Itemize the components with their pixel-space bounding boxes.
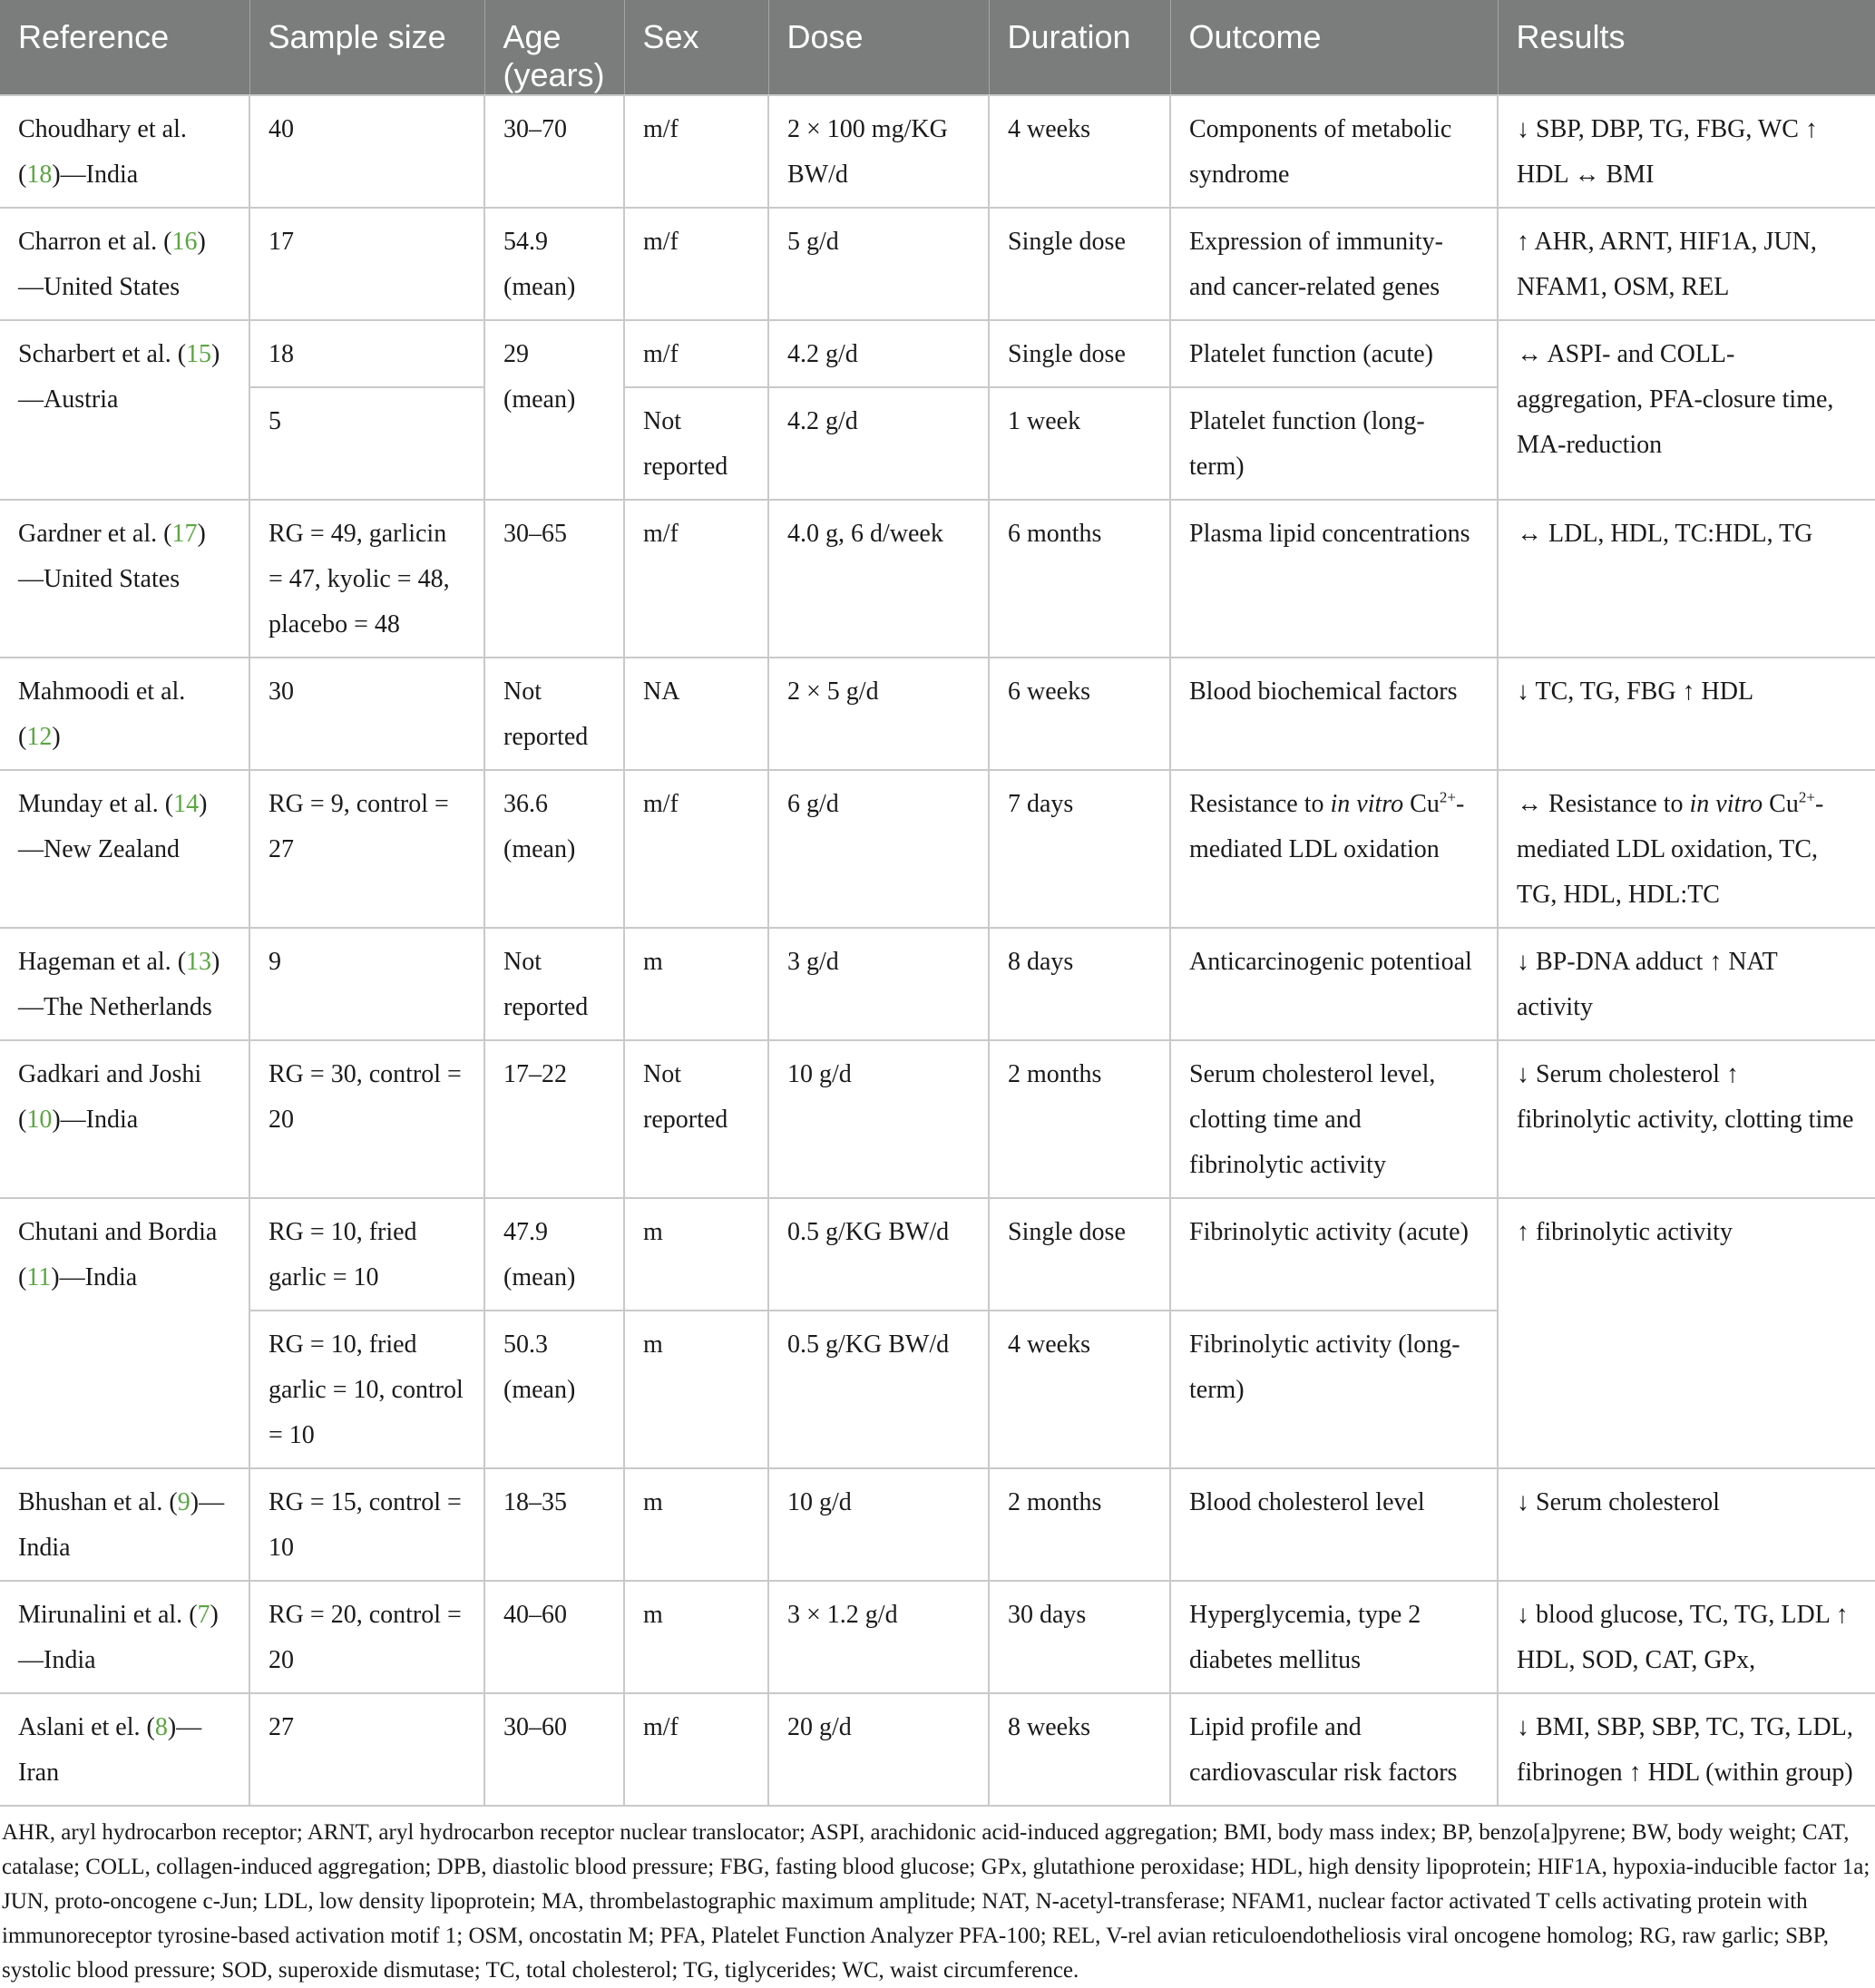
table-row (0, 1581, 1875, 1693)
header-dose: Dose (768, 0, 989, 95)
sex-cell: m/f (624, 770, 768, 928)
results-cell: ↓ BMI, SBP, SBP, TC, TG, LDL, fibrinogen ↑ HDL (within group) (1498, 1693, 1875, 1806)
age-cell: 47.9 (mean) (484, 1198, 624, 1311)
results-cell: ↓ TC, TG, FBG ↑ HDL (1498, 658, 1875, 770)
sample-size-cell: RG = 15, control = 10 (249, 1468, 484, 1581)
duration-cell: Single dose (989, 320, 1170, 387)
results-italic: in vitro (1689, 790, 1763, 818)
table-row (0, 1040, 1875, 1198)
table-row (0, 770, 1875, 928)
reference-authors: Munday et al. (18, 790, 159, 818)
age-cell: 30–65 (484, 500, 624, 658)
citation-link[interactable]: 8 (154, 1713, 168, 1741)
citation-link[interactable]: 17 (171, 520, 198, 548)
reference-country: —Austria (18, 385, 119, 414)
outcome-cell: Fibrinolytic activity (long-term) (1170, 1311, 1498, 1468)
sex-cell: Not reported (624, 387, 768, 500)
sample-size-cell: 17 (249, 208, 484, 320)
sample-size-cell: 9 (249, 928, 484, 1040)
dose-cell: 6 g/d (768, 770, 989, 928)
outcome-cell: Expression of immunity- and cancer-related genes (1170, 208, 1498, 320)
outcome-cell: Plasma lipid concentrations (1170, 500, 1498, 658)
outcome-text: Resistance to (1189, 790, 1324, 818)
header-age: Age (years) (484, 0, 624, 95)
results-cell (1498, 770, 1875, 928)
sex-cell: m (624, 1198, 768, 1311)
sex-cell: m/f (624, 208, 768, 320)
table-row (0, 95, 1875, 208)
reference-country: —Iran (18, 1713, 202, 1787)
results-cell: ↔ LDL, HDL, TC:HDL, TG (1498, 500, 1875, 658)
reference-country: —India (60, 161, 139, 189)
age-cell: 54.9 (mean) (484, 208, 624, 320)
citation-link[interactable]: 13 (186, 948, 212, 976)
sex-cell: m/f (624, 500, 768, 658)
outcome-cell: Serum cholesterol level, clotting time and fibrinolytic activity (1170, 1040, 1498, 1198)
citation-link[interactable]: 14 (173, 790, 200, 818)
table-row (0, 928, 1875, 1040)
reference-country: —The Netherlands (18, 993, 212, 1021)
results-cell: ↓ Serum cholesterol ↑ fibrinolytic activity, clotting time (1498, 1040, 1875, 1198)
reference-country: —India (18, 1646, 96, 1674)
table-row (0, 1468, 1875, 1581)
dose-cell: 2 × 5 g/d (768, 658, 989, 770)
results-cell: ↓ blood glucose, TC, TG, LDL ↑ HDL, SOD, CAT, GPx, (1498, 1581, 1875, 1693)
sample-size-cell: 40 (249, 95, 484, 208)
reference-authors: Mahmoodi et al. (18, 677, 186, 706)
duration-cell: 1 week (989, 387, 1170, 500)
reference-cell: Aslani et el. (8)—Iran (0, 1693, 249, 1806)
reference-cell: Munday et al. (14)—New Zealand (0, 770, 249, 928)
outcome-charge: 2+ (1439, 788, 1456, 806)
reference-authors: Mirunalini et al. (18, 1601, 183, 1629)
reference-cell: Charron et al. (16)—United States (0, 208, 249, 320)
duration-cell: 2 months (989, 1468, 1170, 1581)
duration-cell: 8 days (989, 928, 1170, 1040)
table-row (0, 208, 1875, 320)
citation-link[interactable]: 12 (26, 723, 53, 751)
reference-cell: Choudhary et al. (18)—India (0, 95, 249, 208)
reference-cell: Mahmoodi et al. (12) (0, 658, 249, 770)
age-cell: 30–70 (484, 95, 624, 208)
header-results: Results (1498, 0, 1875, 95)
sample-size-cell: RG = 10, fried garlic = 10, control = 10 (249, 1311, 484, 1468)
outcome-cell: Blood biochemical factors (1170, 658, 1498, 770)
reference-authors: Gardner et al. (18, 520, 158, 548)
outcome-cell: Fibrinolytic activity (acute) (1170, 1198, 1498, 1311)
results-text: ↔ Resistance to (1517, 790, 1684, 818)
sample-size-cell: 18 (249, 320, 484, 387)
results-cell: ↑ AHR, ARNT, HIF1A, JUN, NFAM1, OSM, REL (1498, 208, 1875, 320)
table-row (0, 1693, 1875, 1806)
reference-cell: Scharbert et al. (15)—Austria (0, 320, 249, 500)
reference-country: —India (60, 1106, 139, 1134)
dose-cell: 10 g/d (768, 1040, 989, 1198)
dose-cell: 0.5 g/KG BW/d (768, 1311, 989, 1468)
outcome-cell: Platelet function (long-term) (1170, 387, 1498, 500)
age-cell: 18–35 (484, 1468, 624, 1581)
table-row (0, 320, 1875, 387)
sex-cell: m (624, 928, 768, 1040)
duration-cell: 8 weeks (989, 1693, 1170, 1806)
reference-cell: Gardner et al. (17)—United States (0, 500, 249, 658)
results-cell: ↔ ASPI- and COLL-aggregation, PFA-closure time, MA-reduction (1498, 320, 1875, 500)
age-cell: 17–22 (484, 1040, 624, 1198)
citation-link[interactable]: 18 (26, 161, 53, 189)
duration-cell: 6 weeks (989, 658, 1170, 770)
outcome-cell: Blood cholesterol level (1170, 1468, 1498, 1581)
table-row (0, 658, 1875, 770)
results-cell: ↓ SBP, DBP, TG, FBG, WC ↑ HDL ↔ BMI (1498, 95, 1875, 208)
citation-link[interactable]: 7 (197, 1601, 210, 1629)
reference-cell: Hageman et al. (13)—The Netherlands (0, 928, 249, 1040)
outcome-cell: Platelet function (acute) (1170, 320, 1498, 387)
results-copper: Cu (1769, 790, 1799, 818)
results-cell: ↓ BP-DNA adduct ↑ NAT activity (1498, 928, 1875, 1040)
dose-cell: 5 g/d (768, 208, 989, 320)
outcome-italic: in vitro (1330, 790, 1404, 818)
reference-country: —New Zealand (18, 835, 181, 863)
reference-authors: Chutani and Bordia (18, 1218, 218, 1246)
duration-cell: 7 days (989, 770, 1170, 928)
results-charge: 2+ (1798, 788, 1815, 806)
sample-size-cell: RG = 30, control = 20 (249, 1040, 484, 1198)
reference-authors: Aslani et el. (18, 1713, 141, 1741)
outcome-cell: Lipid profile and cardiovascular risk factors (1170, 1693, 1498, 1806)
header-reference: Reference (0, 0, 249, 95)
sample-size-cell: RG = 49, garlicin = 47, kyolic = 48, placebo = 48 (249, 500, 484, 658)
reference-authors: Choudhary et al. (18, 115, 187, 143)
reference-country: —India (18, 1488, 225, 1562)
header-sex: Sex (624, 0, 768, 95)
reference-authors: Hageman et al. (18, 948, 171, 976)
header-row (0, 0, 1875, 95)
reference-authors: Charron et al. (18, 228, 158, 256)
outcome-text-tail: -mediated LDL oxidation (1189, 790, 1465, 863)
sex-cell: NA (624, 658, 768, 770)
age-cell: 36.6 (mean) (484, 770, 624, 928)
sample-size-cell: 5 (249, 387, 484, 500)
sample-size-cell: 30 (249, 658, 484, 770)
citation-link[interactable]: 15 (186, 340, 212, 368)
age-cell: 40–60 (484, 1581, 624, 1693)
reference-authors: Bhushan et al. (18, 1488, 163, 1516)
sample-size-cell: 27 (249, 1693, 484, 1806)
duration-cell: Single dose (989, 1198, 1170, 1311)
header-outcome: Outcome (1170, 0, 1498, 95)
outcome-cell: Components of metabolic syndrome (1170, 95, 1498, 208)
table-row (0, 500, 1875, 658)
duration-cell: 30 days (989, 1581, 1170, 1693)
sex-cell: Not reported (624, 1040, 768, 1198)
dose-cell: 2 × 100 mg/KG BW/d (768, 95, 989, 208)
sample-size-cell: RG = 9, control = 27 (249, 770, 484, 928)
table-footnote: AHR, aryl hydrocarbon receptor; ARNT, aryl hydrocarbon receptor nuclear translocator; ASPI, arachidonic acid-induced aggregation; BMI, body mass index; BP, benzo[a]pyrene; BW, body weight; CAT, catalase; COLL, collagen-induced aggregation; DPB, diastolic blood pressure; FBG, fasting blood glucose; GPx, glutathione peroxidase; HDL, high density lipoprotein; HIF1A, hypoxia-inducible factor 1a; JUN, proto-oncogene c-Jun; LDL, low density lipoprotein; MA, thrombelastographic maximum amplitude; NAT, N-acetyl-transferase; NFAM1, nuclear factor activated T cells activating protein with immunoreceptor tyrosine-based activation motif 1; OSM, oncostatin M; PFA, Platelet Function Analyzer PFA-100; REL, V-rel avian reticuloendotheliosis viral oncogene homolog; RG, raw garlic; SBP, systolic blood pressure; SOD, superoxide dismutase; TC, total cholesterol; TG, tiglycerides; WC, waist circumference. (2, 1820, 1870, 1983)
sex-cell: m/f (624, 95, 768, 208)
reference-country: —United States (18, 565, 181, 593)
header-duration: Duration (989, 0, 1170, 95)
duration-cell: 4 weeks (989, 95, 1170, 208)
citation-link[interactable]: 10 (26, 1106, 53, 1134)
dose-cell: 4.2 g/d (768, 320, 989, 387)
dose-cell: 0.5 g/KG BW/d (768, 1198, 989, 1311)
results-cell: ↑ fibrinolytic activity (1498, 1198, 1875, 1468)
reference-cell: Bhushan et al. (9)—India (0, 1468, 249, 1581)
sex-cell: m (624, 1468, 768, 1581)
duration-cell: 6 months (989, 500, 1170, 658)
reference-authors: Scharbert et al. (18, 340, 171, 368)
duration-cell: Single dose (989, 208, 1170, 320)
sex-cell: m/f (624, 1693, 768, 1806)
age-cell: 29 (mean) (484, 320, 624, 500)
outcome-copper: Cu (1410, 790, 1440, 818)
table-row (0, 1198, 1875, 1311)
sample-size-cell: RG = 10, fried garlic = 10 (249, 1198, 484, 1311)
age-cell: Not reported (484, 658, 624, 770)
outcome-cell: Anticarcinogenic potentioal (1170, 928, 1498, 1040)
reference-cell: Gadkari and Joshi (10)—India (0, 1040, 249, 1198)
age-cell: Not reported (484, 928, 624, 1040)
reference-authors: Gadkari and Joshi (18, 1060, 202, 1088)
citation-link[interactable]: 16 (171, 228, 198, 256)
outcome-cell: Hyperglycemia, type 2 diabetes mellitus (1170, 1581, 1498, 1693)
citation-link[interactable]: 11 (26, 1263, 52, 1291)
age-cell: 50.3 (mean) (484, 1311, 624, 1468)
sex-cell: m (624, 1311, 768, 1468)
sample-size-cell: RG = 20, control = 20 (249, 1581, 484, 1693)
dose-cell: 10 g/d (768, 1468, 989, 1581)
reference-country: —United States (18, 273, 181, 301)
sex-cell: m (624, 1581, 768, 1693)
dose-cell: 4.0 g, 6 d/week (768, 500, 989, 658)
duration-cell: 4 weeks (989, 1311, 1170, 1468)
reference-country: —India (59, 1263, 138, 1291)
reference-cell: Chutani and Bordia (11)—India (0, 1198, 249, 1468)
results-text-tail: -mediated LDL oxidation, TC, TG, HDL, HDL:TC (1517, 790, 1824, 909)
dose-cell: 3 g/d (768, 928, 989, 1040)
header-sample-size: Sample size (249, 0, 484, 95)
dose-cell: 4.2 g/d (768, 387, 989, 500)
outcome-cell (1170, 770, 1498, 928)
dose-cell: 3 × 1.2 g/d (768, 1581, 989, 1693)
reference-cell: Mirunalini et al. (7)—India (0, 1581, 249, 1693)
sex-cell: m/f (624, 320, 768, 387)
dose-cell: 20 g/d (768, 1693, 989, 1806)
age-cell: 30–60 (484, 1693, 624, 1806)
citation-link[interactable]: 9 (177, 1488, 190, 1516)
duration-cell: 2 months (989, 1040, 1170, 1198)
results-cell: ↓ Serum cholesterol (1498, 1468, 1875, 1581)
